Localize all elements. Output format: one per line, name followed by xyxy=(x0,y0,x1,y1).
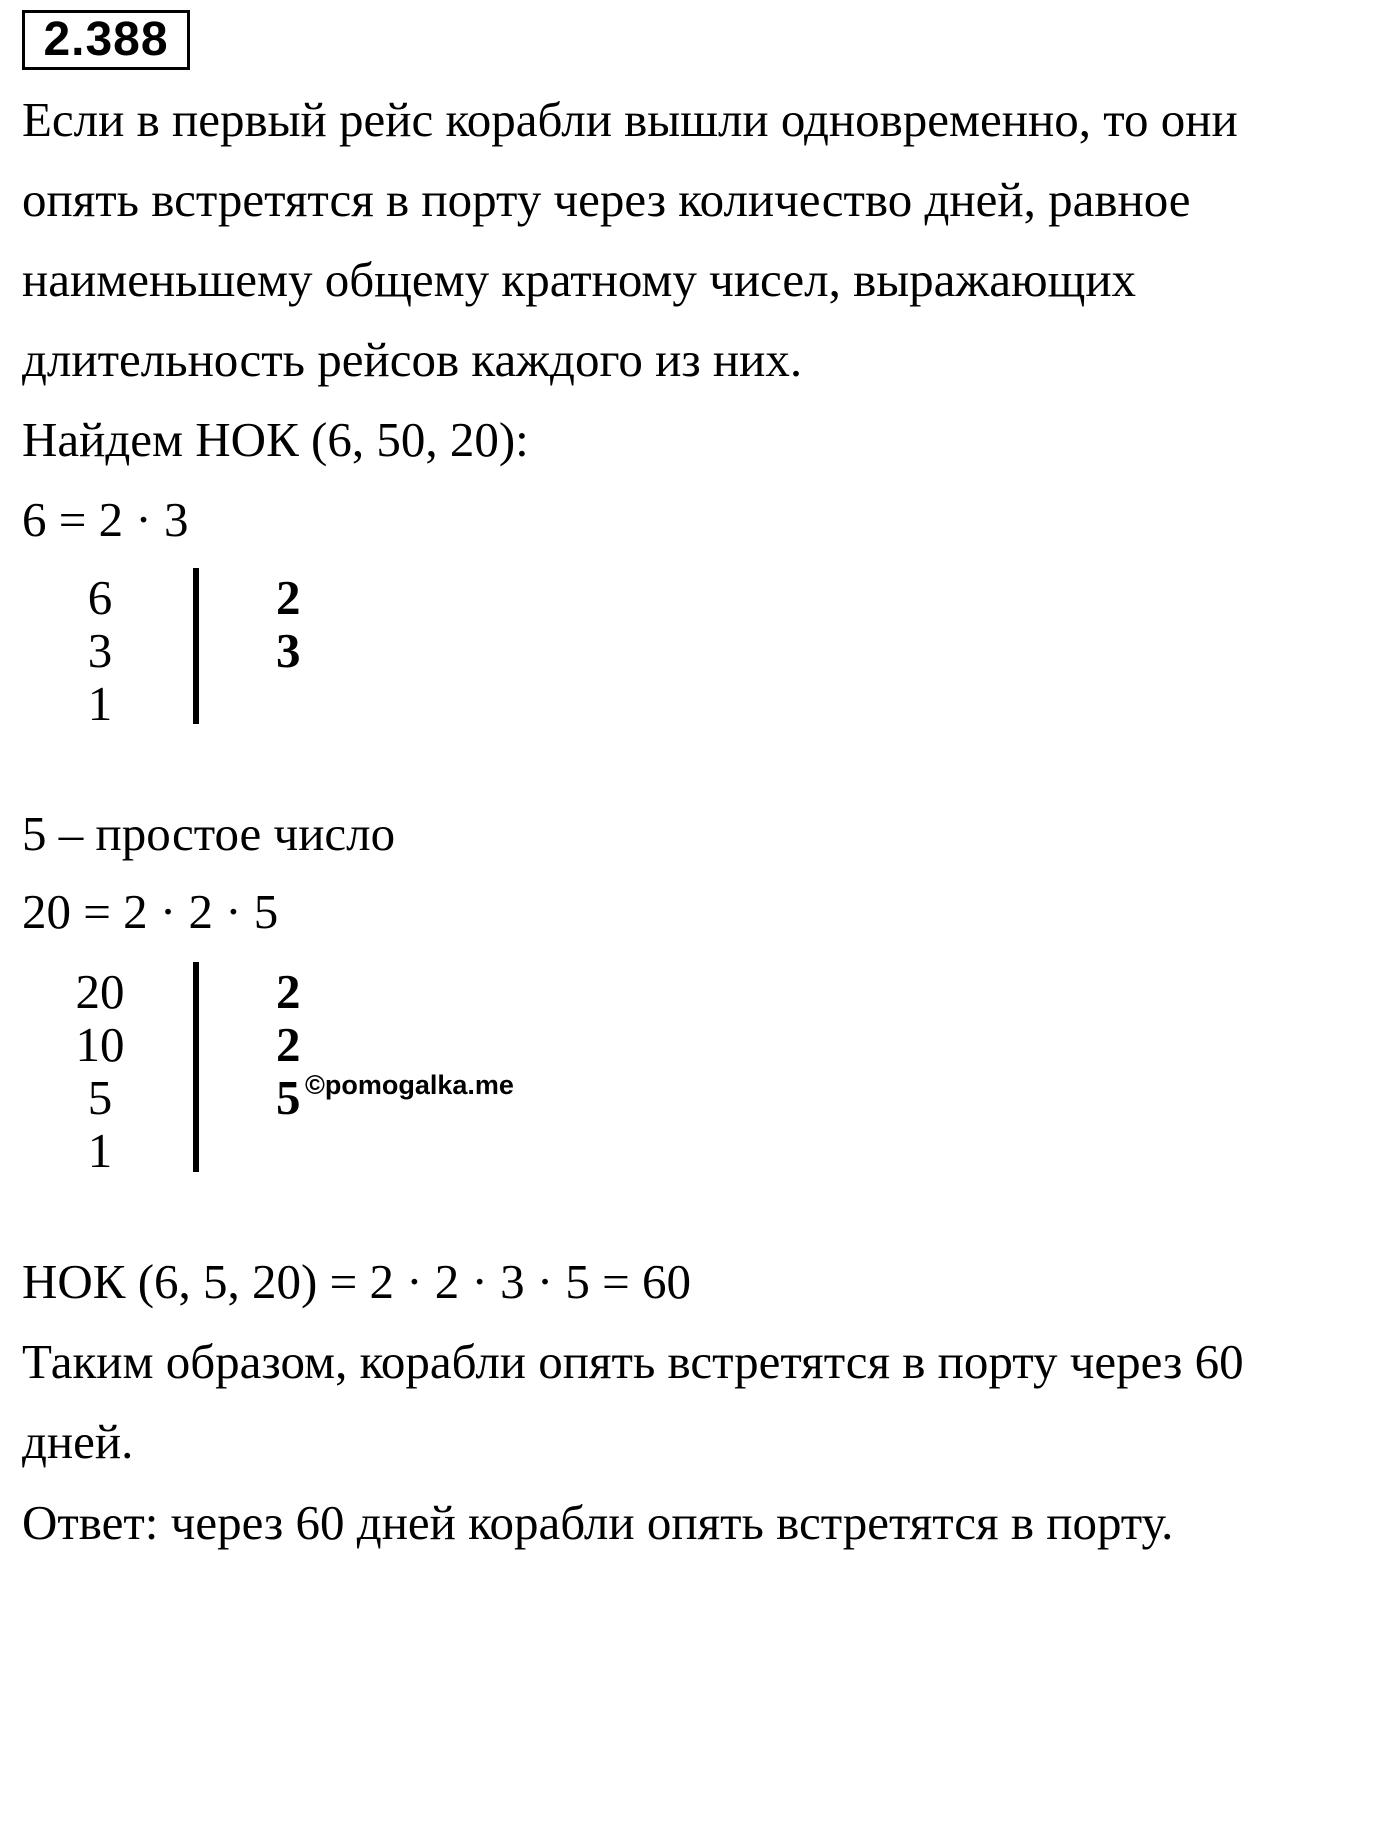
factor-table-20-dividend: 5 xyxy=(87,1070,113,1125)
factor-table-6-factor: 2 xyxy=(276,570,301,625)
intro-line-1: Если в первый рейс корабли вышли одновременно, то они xyxy=(22,92,1238,147)
find-lcm-line: Найдем НОК (6, 50, 20): xyxy=(22,412,529,467)
factor-table-6-dividend: 6 xyxy=(87,570,113,625)
lcm-result: НОК (6, 5, 20) = 2 · 2 · 3 · 5 = 60 xyxy=(22,1254,692,1309)
watermark: ©pomogalka.me xyxy=(305,1070,514,1100)
conclusion-line-2: дней. xyxy=(22,1414,134,1469)
factor-table-20-divider xyxy=(193,962,199,1172)
factor-table-20-factor: 2 xyxy=(276,964,301,1019)
factorization-20-equation: 20 = 2 · 2 · 5 xyxy=(22,884,279,939)
factor-table-6-factor: 3 xyxy=(276,623,301,678)
answer-line: Ответ: через 60 дней корабли опять встретятся в порту. xyxy=(22,1495,1174,1550)
intro-line-4: длительность рейсов каждого из них. xyxy=(22,332,803,387)
factor-table-20-factor: 2 xyxy=(276,1017,301,1072)
factor-table-20-dividend: 10 xyxy=(75,1017,125,1072)
factor-table-6-dividend: 3 xyxy=(87,623,113,678)
intro-line-2: опять встретятся в порту через количество дней, равное xyxy=(22,172,1191,227)
factor-table-20-factor: 5 xyxy=(276,1070,301,1125)
conclusion-line-1: Таким образом, корабли опять встретятся в порту через 60 xyxy=(22,1334,1244,1389)
factor-table-20-dividend: 1 xyxy=(87,1123,113,1178)
prime-note: 5 – простое число xyxy=(22,806,396,861)
problem-number: 2.388 xyxy=(22,10,190,70)
factor-table-6-divider xyxy=(193,568,199,724)
factor-table-20-dividend: 20 xyxy=(75,964,125,1019)
factor-table-6-dividend: 1 xyxy=(87,676,113,731)
factorization-6-equation: 6 = 2 · 3 xyxy=(22,492,189,547)
intro-line-3: наименьшему общему кратному чисел, выражающих xyxy=(22,252,1137,307)
